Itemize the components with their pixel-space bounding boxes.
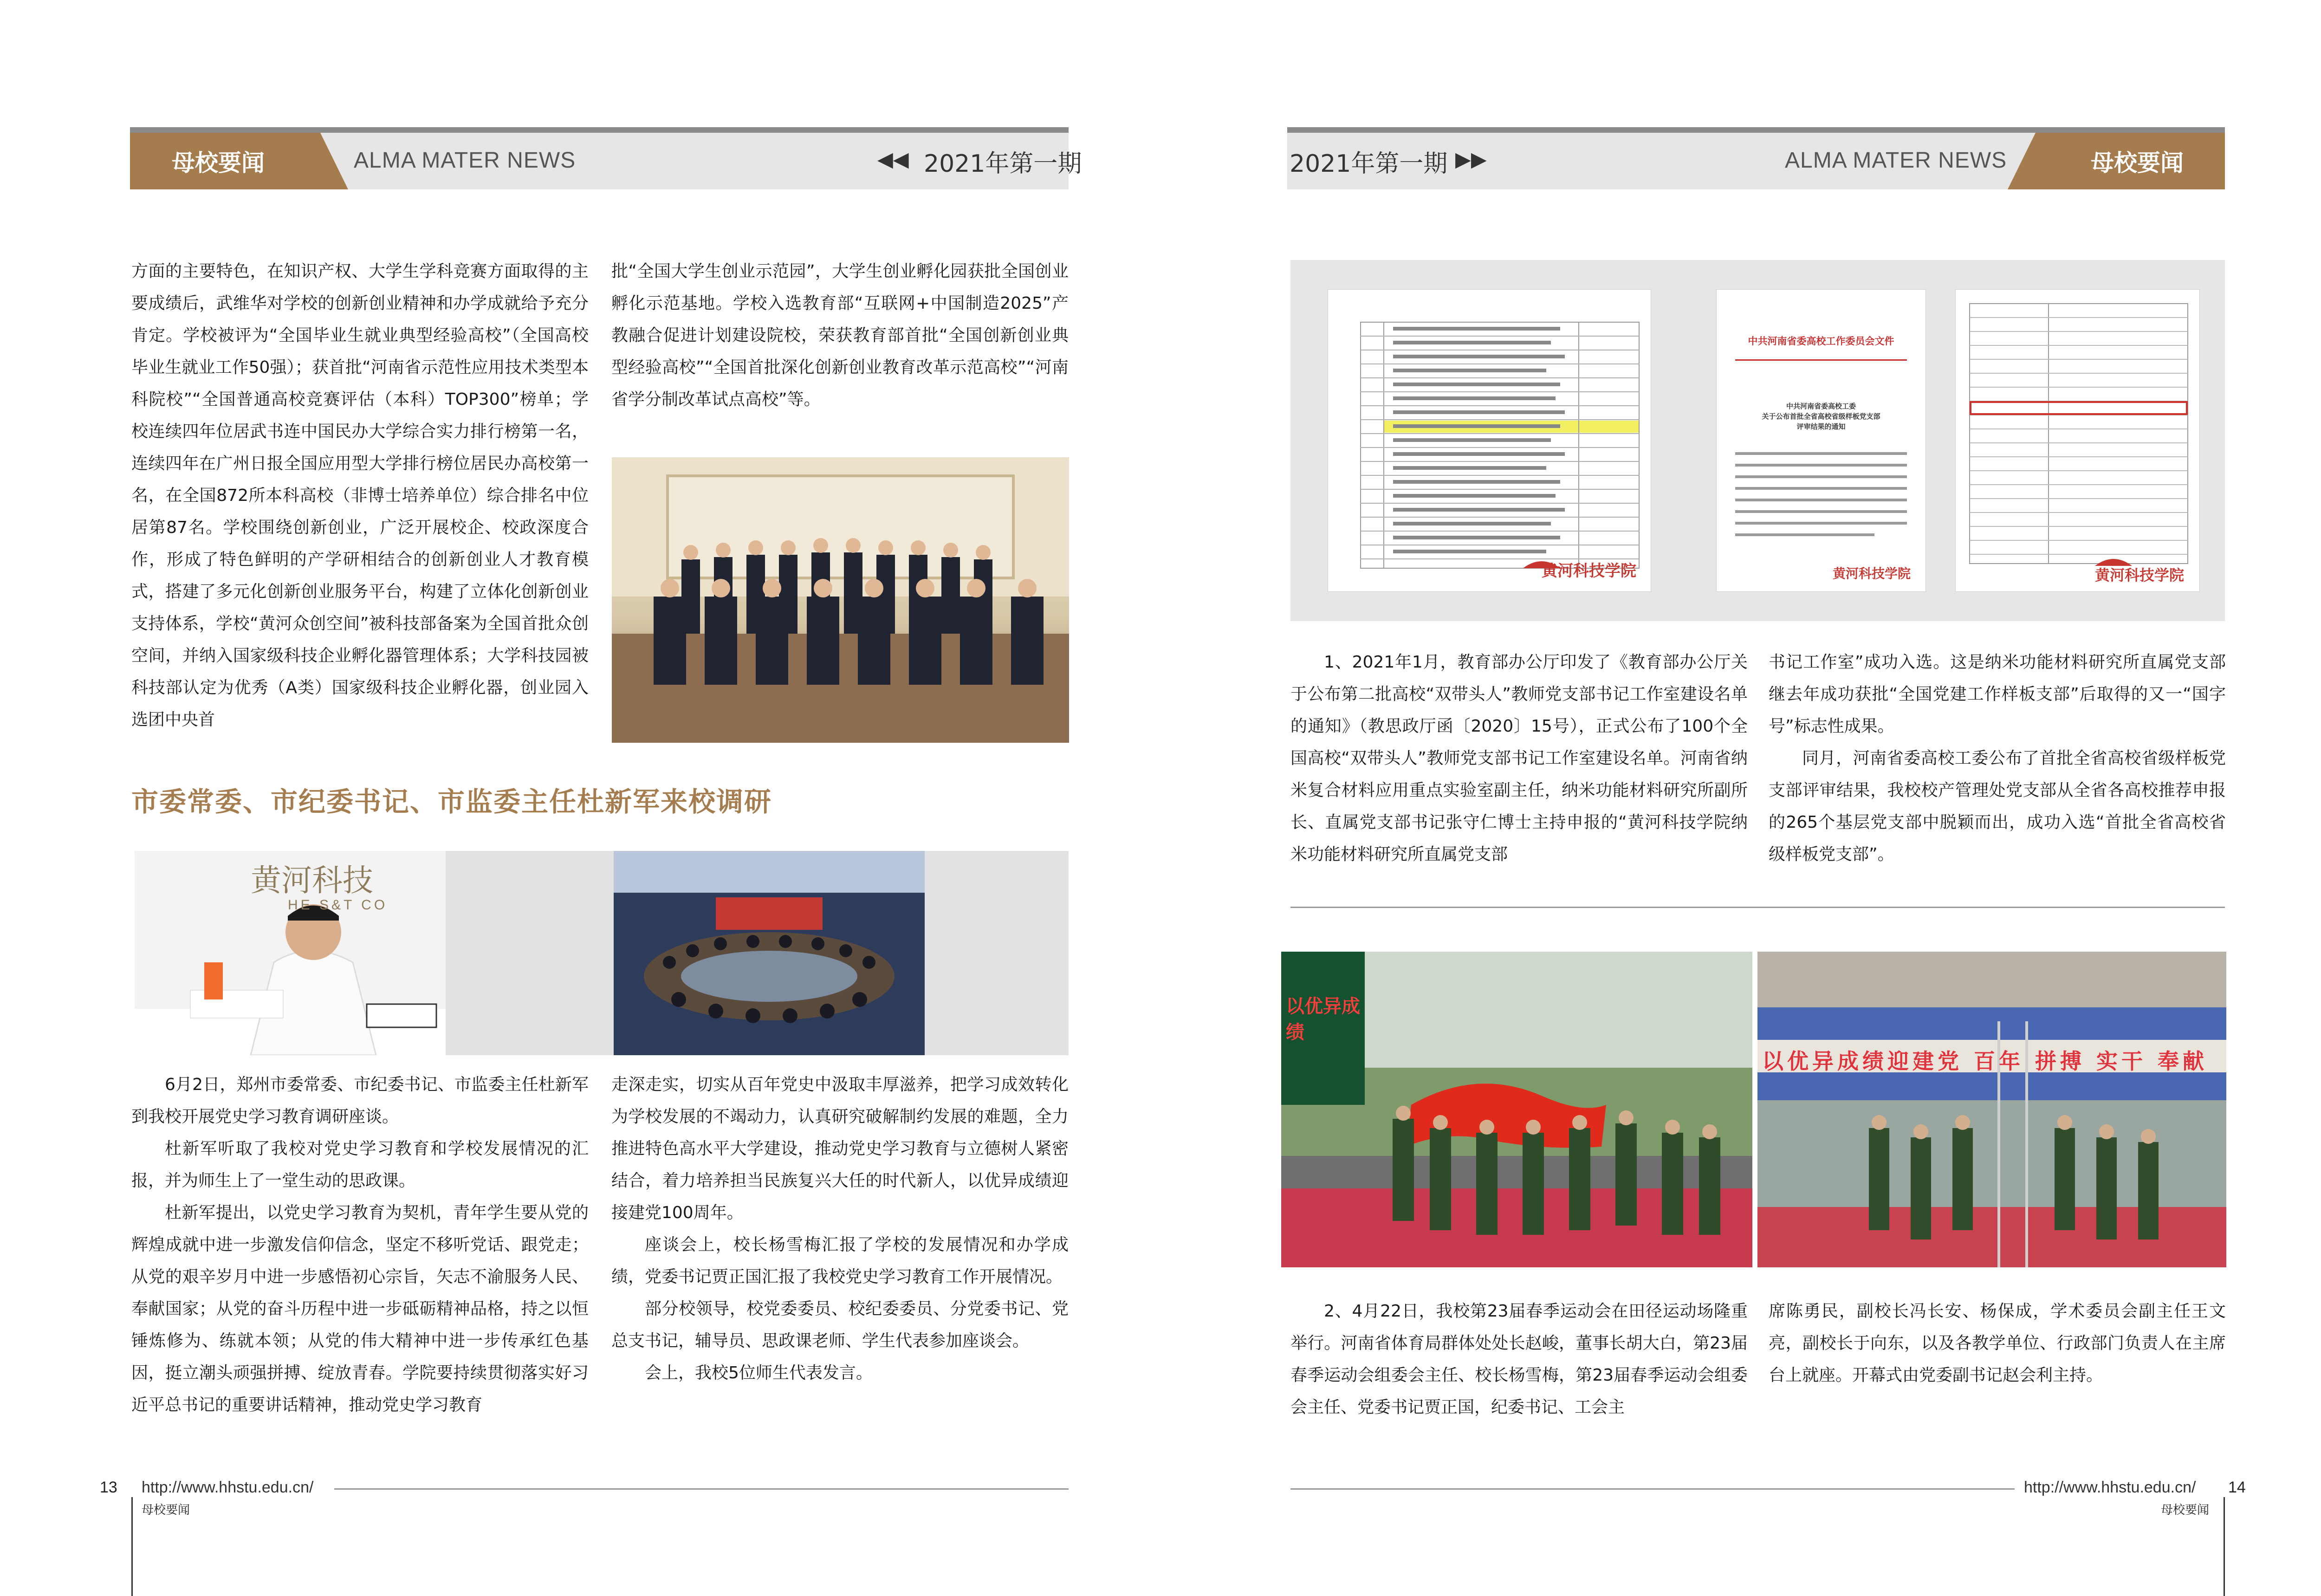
flag-parade-photo: [1281, 952, 1752, 1267]
news1-column-1: 1、2021年1月，教育部办公厅印发了《教育部办公厅关于公布第二批高校“双带头人”教师党支部书记工作室建设名单的通知》（教思政厅函〔2020〕15号），正式公布了100个全国高校“双带头人”教师党支部书记工作室建设名单。河南省纳米复合材料应用重点实验室副主任，纳米功能材料研究所副所长、直属党支部书记张守仁博士主持申报的“黄河科技学院纳米功能材料研究所直属党支部: [1290, 653, 1748, 864]
paragraph: 部分校领导，校党委委员、校纪委委员、分党委书记、党总支书记，辅导员、思政课老师、学生代表参加座谈会。: [611, 1299, 1069, 1350]
list-table-illustration: [1956, 290, 2199, 591]
paragraph: 杜新军提出，以党史学习教育为契机，青年学生要从党的辉煌成就中进一步激发信仰信念，坚定不移听党话、跟党走；从党的艰辛岁月中进一步感悟初心宗旨，矢志不渝服务人民、奉献国家；从党的奋斗历程中进一步砥砺精神品格，持之以恒锤炼修为、练就本领；从党的伟大精神中进一步传承红色基因，挺立潮头顽强拼搏、绽放青春。学院要持续贯彻落实好习近平总书记的重要讲话精神，推动党史学习教育: [131, 1203, 589, 1414]
meeting-room-photo: [614, 851, 925, 1055]
article-column-1: [131, 1069, 589, 1421]
footer-vertical-rule: [131, 1497, 133, 1596]
paragraph: 杜新军听取了我校对党史学习教育和学校发展情况的汇报，并为师生上了一堂生动的思政课。: [131, 1139, 589, 1190]
speaker-photo: [135, 851, 446, 1055]
section-tag: 母校要闻: [2049, 133, 2225, 189]
news1-column-2: [1769, 646, 2226, 870]
section-divider: [1290, 907, 2225, 908]
notice-document-scan: [1716, 289, 1926, 592]
header-english: ALMA MATER NEWS: [354, 148, 576, 173]
header-rule: [1287, 127, 2225, 133]
flag-raising-illustration: [1757, 952, 2226, 1267]
photo-sign-text: 黄河科技: [251, 863, 373, 898]
tag-slant: [2008, 133, 2054, 189]
meeting-room-illustration: [614, 851, 925, 1055]
paragraph: 走深走实，切实从百年党史中汲取丰厚滋养，把学习成效转化为学校发展的不竭动力，认真研究破解制约发展的难题，全力推进特色高水平大学建设，推动党史学习教育与立德树人紧密结合，着力培养担当民族复兴大任的时代新人，以优异成绩迎接建党100周年。: [611, 1075, 1069, 1222]
double-left-arrow-icon: ◀◀: [877, 148, 909, 171]
paragraph: 书记工作室”成功入选。这是纳米功能材料研究所直属党支部继去年成功获批“全国党建工作样板支部”后取得的又一“国字号”标志性成果。: [1769, 653, 2226, 736]
paragraph: 6月2日，郑州市委常委、市纪委书记、市监委主任杜新军到我校开展党史学习教育调研座谈。: [131, 1075, 589, 1126]
footer-rule: [1290, 1488, 2015, 1490]
document-subtitle: 中共河南省委高校工委 关于公布首批全省高校省级样板党支部 评审结果的通知: [1762, 402, 1880, 431]
footer-vertical-rule: [2224, 1497, 2225, 1596]
paragraph: 会上，我校5位师生代表发言。: [645, 1363, 873, 1382]
section-tag: 母校要闻: [130, 133, 306, 189]
footer-section: 母校要闻: [142, 1503, 190, 1517]
photo-sign-subtext: HE S&T CO: [288, 897, 388, 913]
issue-label: 2021年第一期: [924, 150, 1082, 178]
document-heading: 中共河南省委高校工作委员会文件: [1748, 335, 1894, 347]
header-rule: [130, 127, 1069, 133]
list-table-scan: [1955, 289, 2200, 592]
article-title: 市委常委、市纪委书记、市监委主任杜新军来校调研: [131, 786, 772, 817]
header-english: ALMA MATER NEWS: [1785, 148, 2007, 173]
footer-rule: [334, 1488, 1069, 1490]
intro-column-1: 方面的主要特色，在知识产权、大学生学科竞赛方面取得的主要成绩后，武维华对学校的创新创业精神和办学成就给予充分肯定。学校被评为“全国毕业生就业典型经验高校”（全国高校毕业生就业工作50强）；获首批“河南省示范性应用技术类型本科院校”“全国普通高校竞赛评估（本科）TOP300”榜单；学校连续四年位居武书连中国民办大学综合实力排行榜第一名，连续四年在广州日报全国应用型大学排行榜位居民办高校第一名，在全国872所本科高校（非博士培养单位）综合排名中位居第87名。学校围绕创新创业，广泛开展校企、校政深度合作，形成了特色鲜明的产学研相结合的创新创业人才教育模式，搭建了多元化创新创业服务平台，构建了立体化创新创业支持体系，学校“黄河众创空间”被科技部备案为全国首批众创空间，并纳入国家级科技企业孵化器管理体系；大学科技园被科技部认定为优秀（A类）国家级科技企业孵化器，创业园入选团中央首: [131, 262, 589, 729]
document-list-scan: [1328, 289, 1651, 592]
school-logo: 黄河科技学院: [1542, 562, 1636, 580]
table-scan-illustration: [1328, 290, 1651, 591]
school-logo: 黄河科技学院: [1833, 566, 1911, 581]
footer-section: 母校要闻: [2161, 1503, 2210, 1517]
news2-column-1: 2、4月22日，我校第23届春季运动会在田径运动场隆重举行。河南省体育局群体处处长赵峻，董事长胡大白，第23届春季运动会组委会主任、校长杨雪梅，第23届春季运动会组委会主任、党委书记贾正国，纪委书记、工会主: [1290, 1302, 1748, 1417]
issue-label: 2021年第一期: [1290, 150, 1448, 178]
paragraph: 同月，河南省委高校工委公布了首批全省高校省级样板党支部评审结果，我校校产管理处党支部从全省各高校推荐申报的265个基层党支部中脱颖而出，成功入选“首批全省高校省级样板党支部”。: [1769, 749, 2226, 864]
news2-column-2: 席陈勇民，副校长冯长安、杨保成，学术委员会副主任王文亮，副校长于向东，以及各教学单位、行政部门负责人在主席台上就座。开幕式由党委副书记赵会利主持。: [1769, 1302, 2226, 1385]
group-photo: [612, 457, 1069, 743]
banner-right-text: 以优异成绩迎建党 百年 拼搏 实干 奉献: [1762, 1049, 2208, 1074]
footer-url[interactable]: http://www.hhstu.edu.cn/: [142, 1479, 314, 1496]
group-photo-illustration: [612, 457, 1069, 743]
banner-left-text: 以优异成绩: [1286, 996, 1360, 1043]
page-number: 13: [100, 1479, 117, 1496]
footer-url[interactable]: http://www.hhstu.edu.cn/: [2024, 1479, 2196, 1496]
flag-raising-photo: [1757, 952, 2226, 1267]
paragraph: 座谈会上，校长杨雪梅汇报了学校的发展情况和办学成绩，党委书记贾正国汇报了我校党史学习教育工作开展情况。: [611, 1235, 1069, 1286]
page-number: 14: [2228, 1479, 2246, 1496]
tag-slant: [302, 133, 348, 189]
article-column-2: [611, 1069, 1069, 1389]
intro-column-2: 批“全国大学生创业示范园”，大学生创业孵化园获批全国创业孵化示范基地。学校入选教育部“互联网+中国制造2025”产教融合促进计划建设院校，荣获教育部首批“全国创新创业典型经验高校”“全国首批深化创新创业教育改革示范高校”“河南省学分制改革试点高校”等。: [611, 262, 1069, 409]
school-logo: 黄河科技学院: [2095, 566, 2185, 584]
double-right-arrow-icon: ▶▶: [1455, 148, 1487, 171]
document-red-rule: [1735, 359, 1907, 361]
